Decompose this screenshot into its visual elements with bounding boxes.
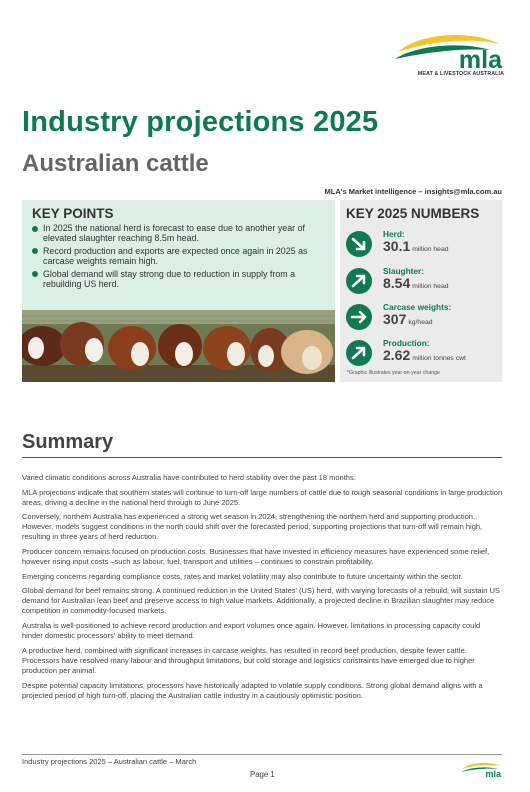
- mla-footer-logo: [460, 761, 502, 781]
- cattle-photo: [22, 310, 335, 382]
- key-numbers-note: *Graphic illustrates year-on-year change: [347, 370, 440, 376]
- key-number-unit: kg/head: [408, 319, 433, 326]
- key-points-list: [32, 223, 332, 291]
- key-number-carcase-weights: [346, 302, 500, 332]
- key-number-label: Herd:: [383, 229, 405, 239]
- footer-document-label: Industry projections 2025 – Australian cattle – March: [22, 757, 197, 766]
- key-number-value: 30.1: [383, 238, 411, 254]
- arrow-up-right-icon: [346, 268, 372, 294]
- key-number-label: Carcase weights:: [383, 302, 452, 312]
- logo-tagline: MEAT & LIVESTOCK AUSTRALIA: [417, 71, 504, 77]
- contact-line: MLA's Market intelligence – insights@mla.com.au: [324, 187, 502, 196]
- key-number-label: Production:: [383, 338, 430, 348]
- key-number-value: 8.54: [383, 275, 411, 291]
- key-number-herd: [346, 229, 500, 259]
- key-number-production: [346, 338, 500, 368]
- key-points-panel: [22, 200, 335, 310]
- summary-paragraph: Varied climatic conditions across Australia have contributed to herd stability over the past 18 months.: [22, 473, 356, 482]
- summary-paragraph: A productive herd, combined with significant increases in carcase weights, has resulted in record beef production, despite fewer cattle. Processors have resolved many labour and throughput limitations, but cold storage and logistics constraints have emerged due to higher production per animal.: [22, 645, 475, 675]
- key-number-slaughter: [346, 266, 500, 296]
- key-point-item: In 2025 the national herd is forecast to ease due to another year of elevated slaughter reaching 8.5m head.: [32, 223, 332, 244]
- summary-paragraph: Despite potential capacity limitations, processors have historically adapted to volatile supply conditions. Strong global demand aligns with a projected period of high turn-off, placing the Australian cattle industry in a cautiously optimistic position.: [22, 680, 483, 700]
- key-numbers-panel: [340, 200, 502, 382]
- summary-paragraph: Global demand for beef remains strong. A continued reduction in the United States' (US) herd, with varying forecasts of a rebuild, will sustain US demand for Australian lean beef and preserve access to high value markets. Additionally, a projected decline in Brazilian slaughter may reduce competition in commodity-focused markets.: [22, 586, 500, 616]
- arrow-up-right-icon: [346, 340, 372, 366]
- summary-paragraph: Emerging concerns regarding compliance costs, rates and market volatility may also contribute to future uncertainty within the sector.: [22, 571, 463, 581]
- summary-heading: Summary: [22, 431, 114, 453]
- summary-body: [22, 473, 503, 705]
- key-point-item: Global demand will stay strong due to reduction in supply from a rebuilding US herd.: [32, 269, 332, 290]
- svg-text:mla: mla: [485, 769, 501, 779]
- summary-divider: [22, 457, 502, 458]
- key-number-unit: million head: [412, 283, 449, 290]
- page-subtitle: Australian cattle: [22, 150, 209, 177]
- arrow-down-right-icon: [346, 231, 372, 257]
- key-numbers-heading: KEY 2025 NUMBERS: [346, 206, 480, 221]
- arrow-right-icon: [346, 304, 372, 330]
- summary-paragraph: Producer concern remains focused on production costs. Businesses that have invested in efficiency measures have experienced some relief, however rising input costs –such as labour, fuel, transport and utilities – continues to constrain profitability.: [22, 547, 490, 567]
- key-number-value: 307: [383, 311, 407, 327]
- summary-paragraph: MLA projections indicate that southern states will continue to turn-off large numbers of cattle due to tough seasonal conditions in large production areas, driving a decline in the national herd through to June 2025.: [22, 487, 503, 507]
- key-point-item: Record production and exports are expected once again in 2025 as carcase weights remain high.: [32, 246, 332, 267]
- page-number: Page 1: [250, 770, 275, 779]
- key-number-value: 2.62: [383, 347, 411, 363]
- summary-paragraph: Conversely, northern Australia has experienced a strong wet season in 2024, strengthening the northern herd and supporting production.. However, models suggest conditions in the north could shift over the forecasted period, supporting projections that turn-off will remain high, resulting in three years of herd reduction.: [22, 512, 483, 542]
- logo-word: mla: [458, 46, 502, 74]
- summary-paragraph: Australia is well-positioned to achieve record production and export volumes once again. However, limitations in processing capacity could hinder domestic processors' ability to meet demand.: [22, 621, 481, 641]
- key-number-unit: million head: [412, 246, 449, 253]
- key-points-heading: KEY POINTS: [32, 206, 114, 221]
- key-number-label: Slaughter:: [383, 266, 425, 276]
- footer-divider: [22, 754, 502, 755]
- page-title: Industry projections 2025: [22, 106, 379, 138]
- key-number-unit: million tonnes cwt: [412, 355, 466, 362]
